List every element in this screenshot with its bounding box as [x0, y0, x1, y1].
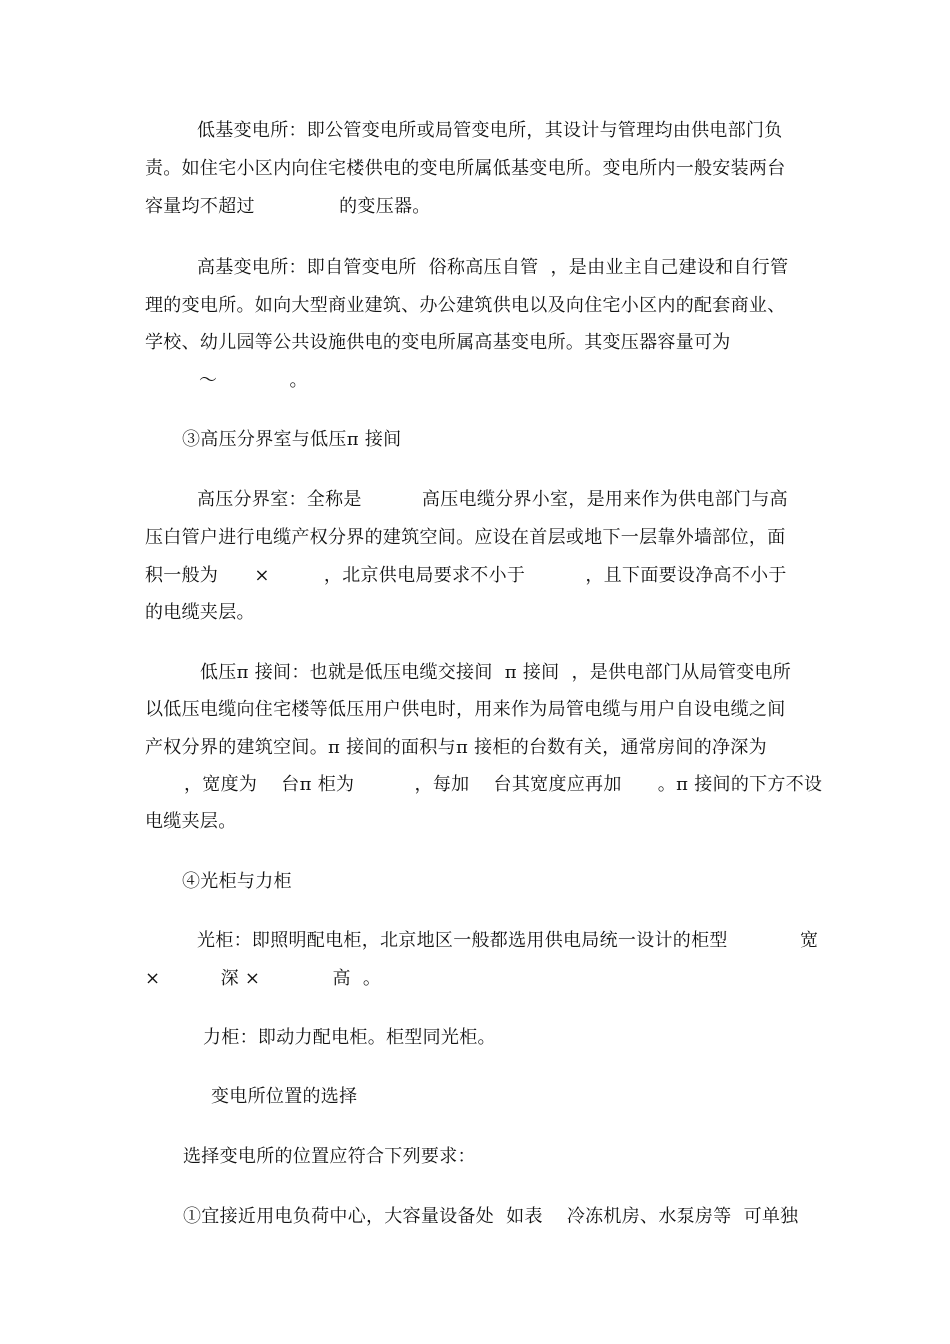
paragraph-line: ，宽度为 台π 柜为 ，每加 台其宽度应再加 。π 接间的下方不设 [184, 774, 823, 795]
paragraph-line: × 深 × 高 。 [145, 968, 382, 989]
section-heading: ③高压分界室与低压π 接间 [182, 429, 402, 450]
paragraph-line: 积一般为 × ，北京供电局要求不小于 ，且下面要设净高不小于 [145, 565, 787, 586]
paragraph-line: 责。如住宅小区内向住宅楼供电的变电所属低基变电所。变电所内一般安装两台 [145, 158, 786, 179]
paragraph-line: ～ 。 [199, 370, 308, 391]
section-heading: ④光柜与力柜 [182, 871, 292, 892]
paragraph-line: 高基变电所：即自管变电所 俗称高压自管 ，是由业主自己建设和自行管 [197, 257, 789, 278]
paragraph-line: ①宜接近用电负荷中心，大容量设备处 如表 冷冻机房、水泵房等 可单独 [183, 1206, 799, 1227]
paragraph-line: 光柜：即照明配电柜，北京地区一般都选用供电局统一设计的柜型 宽 [197, 930, 819, 951]
paragraph-line: 力柜：即动力配电柜。柜型同光柜。 [203, 1027, 496, 1048]
paragraph-line: 高压分界室：全称是 高压电缆分界小室，是用来作为供电部门与高 [197, 489, 788, 510]
paragraph-line: 电缆夹层。 [145, 811, 237, 832]
paragraph-line: 容量均不超过 的变压器。 [145, 196, 431, 217]
paragraph-line: 产权分界的建筑空间。π 接间的面积与π 接柜的台数有关，通常房间的净深为 [145, 737, 767, 758]
section-heading: 变电所位置的选择 [211, 1086, 358, 1107]
paragraph-line: 的电缆夹层。 [145, 602, 255, 623]
paragraph-line: 压白管户进行电缆产权分界的建筑空间。应设在首层或地下一层靠外墙部位，面 [145, 527, 786, 548]
paragraph-line: 学校、幼儿园等公共设施供电的变电所属高基变电所。其变压器容量可为 [145, 332, 731, 353]
paragraph-line: 以低压电缆向住宅楼等低压用户供电时，用来作为局管电缆与用户自设电缆之间 [145, 699, 786, 720]
paragraph-line: 选择变电所的位置应符合下列要求： [183, 1146, 476, 1167]
paragraph-line: 低基变电所：即公管变电所或局管变电所，其设计与管理均由供电部门负 [197, 120, 783, 141]
paragraph-line: 低压π 接间：也就是低压电缆交接间 π 接间 ，是供电部门从局管变电所 [200, 662, 792, 683]
paragraph-line: 理的变电所。如向大型商业建筑、办公建筑供电以及向住宅小区内的配套商业、 [145, 295, 786, 316]
